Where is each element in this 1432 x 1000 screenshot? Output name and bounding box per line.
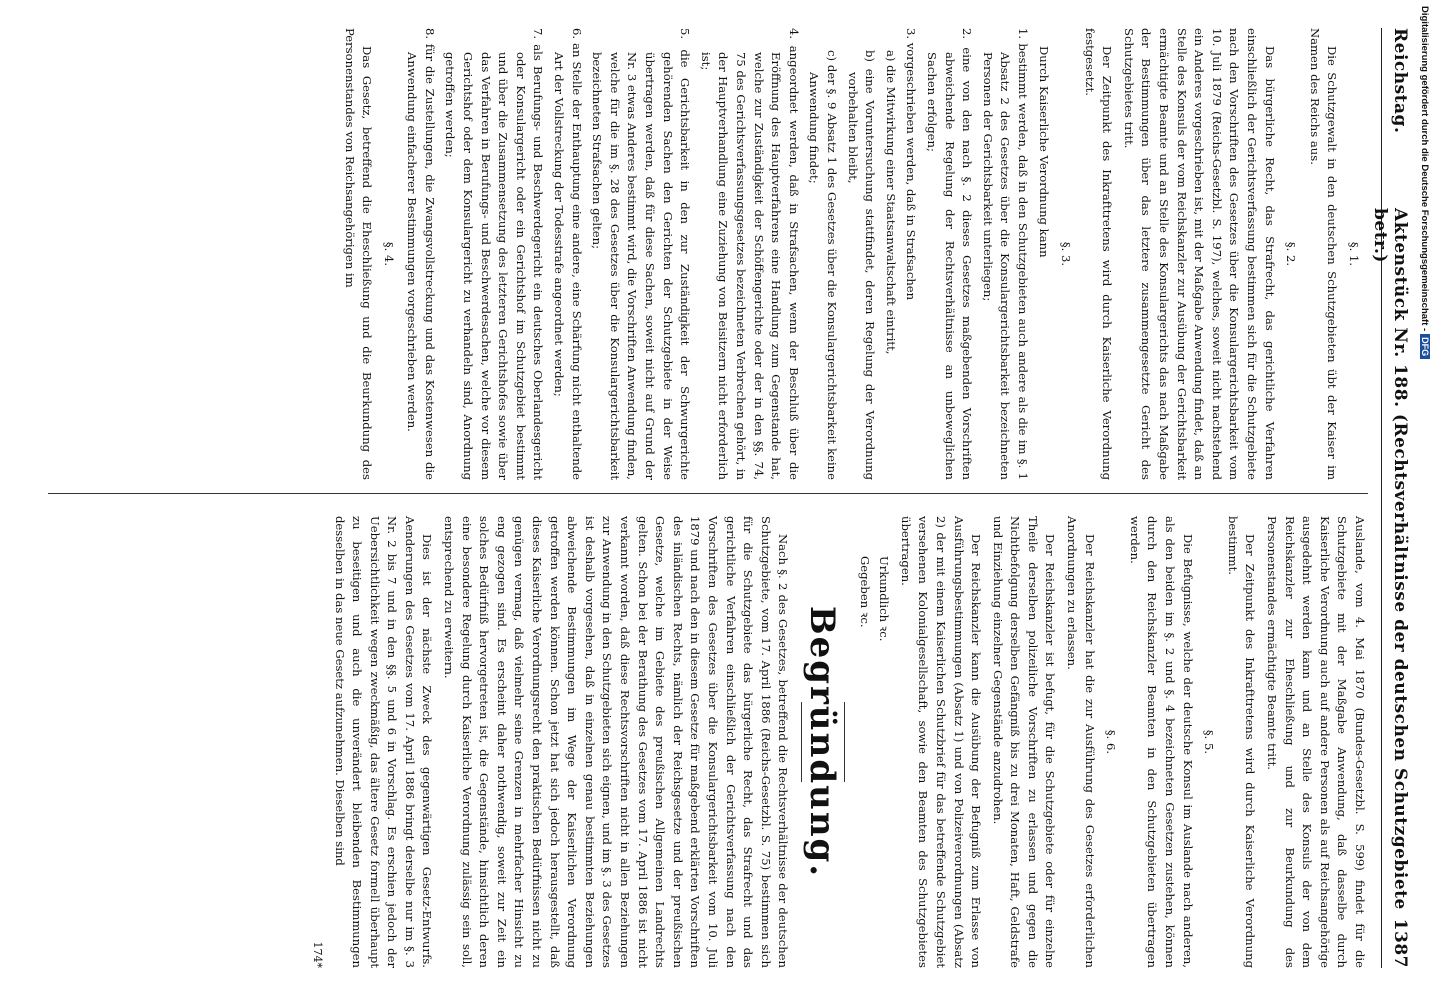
paragraph: Durch Kaiserliche Verordnung kann [1037, 46, 1052, 258]
paragraph: Auslande, vom 4. Mai 1870 (Bundes-Gesetzbl. S. 599) findet für die Schutzgebiete mit der Maßgabe Anwendung, daß dasselbe durch Kaiserliche Verordnung auch auf andere Personen als auf Reichsangehörige ausgedehnt werden kann und an Stelle des Konsuls der von dem Reichskanzler zur Eheschließung und zur Beurkundung des Personenstandes ermächtigte Beamte tritt. [1265, 516, 1367, 968]
page-header [1370, 28, 1416, 968]
paragraph: Das bürgerliche Recht, das Strafrecht, das gerichtliche Verfahren einschließlich der Gerichtsverfassung bestimmen sich für die Schutzgebiete nach den Vorschriften des Gesetzes über die Konsulargerichtsbarkeit vom 10. Juli 1879 (Reichs-Gesetzbl. S. 197), welches, soweit nicht nachstehend ein Anderes vorgeschrieben ist, mit der Maßgabe Anwendung findet, daß an Stelle des Konsuls der vom Reichskanzler zur Ausübung der Gerichtsbarkeit ermächtigte Beamte und an Stelle des Konsulargerichts das nach Maßgabe der Bestimmungen über das letztere zusammengesetzte Gericht des Schutzgebietes tritt. [1121, 28, 1277, 480]
dfg-logo: DFG [1420, 334, 1430, 359]
list-item: 7. als Berufungs- und Beschwerdegericht ein deutsches Oberlandesgericht oder Konsulargericht oder ein Gerichtshof im Schutzgebiet bestimmt und über die Zusammensetzung des letzteren Gerichtshofes sowie über das Verfahren in Berufungs- und Beschwerdesachen, welche vor diesem Gerichtshof oder dem Konsulargericht zu verhandeln sind, Anordnung getroffen werden; [443, 28, 546, 480]
begruendung-heading: Begründung. [801, 605, 842, 879]
list-item: 3. vorgeschrieben werden, daß in Strafsachen [904, 28, 919, 301]
page-number: 1387 [1390, 918, 1410, 968]
paragraph: Die Schutzgewalt in den deutschen Schutzgebieten übt der Kaiser im Namen des Reichs aus. [1307, 28, 1340, 480]
sub-list-item: a) die Mitwirkung einer Staatsanwaltschaft eintritt, [883, 50, 898, 355]
sub-list-item: c) der §. 9 Absatz 1 des Gesetzes über die Konsulargerichtsbarkeit keine Anwendung findet; [807, 50, 839, 480]
column-divider [48, 493, 1368, 494]
funding-note [1419, 6, 1430, 996]
section-heading: §. 3. [1059, 241, 1074, 267]
page-signature: 174* [310, 941, 324, 968]
list-item: 4. angeordnet werden, daß in Strafsachen, wenn der Beschluß über die Eröffnung des Hauptverfahrens eine Handlung zum Gegenstande hat, welche zur Zuständigkeit der Schöffengerichte oder der in den §§. 74, 75 des Gerichtsverfassungsgesetzes bezeichneten Verbrechen gehört, in der Hauptverhandlung eine Zuziehung von Beisitzern nicht erforderlich ist; [698, 28, 801, 480]
paragraph: Der Zeitpunkt des Inkrafttretens wird durch Kaiserliche Verordnung bestimmt. [1225, 516, 1258, 968]
sub-list-item: b) eine Voruntersuchung stattfindet, deren Regelung der Verordnung vorbehalten bleibt, [845, 50, 878, 480]
document-body [16, 8, 1416, 988]
paragraph: Der Reichskanzler kann die Ausübung der Befugniß zum Erlasse von Ausführungsbestimmungen (Absatz 1) und von Polizeiverordnungen (Absatz 2) der mit einem Kaiserlichen Schutzbrief für das betreffende Schutzgebiet versehenen Kolonialgesellschaft, sowie den Beamten des Schutzgebietes übertragen. [898, 516, 984, 968]
paragraph: Der Zeitpunkt des Inkrafttretens wird durch Kaiserliche Verordnung festgesetzt. [1082, 28, 1115, 480]
section-heading: §. 2. [1284, 241, 1299, 267]
left-column [336, 28, 1368, 480]
section-heading: §. 1. [1347, 241, 1361, 267]
paragraph: Der Reichskanzler hat die zur Ausführung des Gesetzes erforderlichen Anordnungen zu erlassen. [1065, 516, 1097, 968]
list-item: 1. bestimmt werden, daß in den Schutzgebieten auch andere als die im §. 1 Absatz 2 des Gesetzes über die Konsulargerichtsbarkeit bezeichneten Personen der Gerichtsbarkeit unterliegen; [980, 28, 1030, 480]
section-heading: §. 6. [1104, 729, 1119, 755]
section-heading: §. 5. [1202, 729, 1217, 755]
header-title: Aktenstück Nr. 188. (Rechtsverhältnisse der deutschen Schutzgebiete betr.) [1370, 208, 1410, 910]
separator-rule [844, 702, 845, 782]
paragraph: Nach §. 2 des Gesetzes, betreffend die Rechtsverhältnisse der deutschen Schutzgebiete, vom 17. April 1886 (Reichs-Gesetzbl. S. 75) bestimmen sich für die Schutzgebiete das bürgerliche Recht, das Strafrecht und das gerichtliche Verfahren einschließlich der Gerichtsverfassung nach den Vorschriften des Gesetzes über die Konsulargerichtsbarkeit vom 10. Juli 1879 und nach den in diesem Gesetze für maßgebend erklärten Vorschriften des inländischen Rechts, nämlich der Reichsgesetze und der preußischen Gesetze, welche im Gebiete des preußischen Allgemeinen Landrechts gelten. Schon bei der Berathung des Gesetzes vom 17. April 1886 ist nicht verkannt worden, daß diese Rechtsvorschriften nicht in allen Beziehungen zur Anwendung in den Schutzgebieten sich eignen, und im §. 3 des Gesetzes ist deshalb vorgesehen, daß in einzelnen genau bestimmten Beziehungen abweichende Bestimmungen im Wege der Kaiserlichen Verordnung getroffen werden können. Schon jetzt hat sich jedoch herausgestellt, daß dieses Kaiserliche Verordnungsrecht den praktischen Bedürfnissen nicht zu genügen vermag, daß vielmehr seine Grenzen in mehrfacher Hinsicht zu eng gezogen sind. Es erscheint daher nothwendig, soweit zur Zeit ein solches Bedürfniß hervorgetreten ist, die Gegenstände, hinsichtlich deren eine besondere Regelung durch Kaiserliche Verordnung zulässig sein soll, entsprechend zu erweitern. [442, 516, 791, 968]
list-item: 6. an Stelle der Enthauptung eine andere, eine Schärfung nicht enthaltende Art der Vollstreckung der Todesstrafe angeordnet werden; [552, 28, 584, 480]
closing-line: Gegeben ꝛc. [857, 556, 872, 628]
paragraph: Das Gesetz, betreffend die Eheschließung und die Beurkundung des Personenstandes von Reichsangehörigen im [342, 28, 375, 480]
right-column [297, 516, 1368, 968]
funding-note-bar [1416, 0, 1432, 1000]
paragraph: Der Reichskanzler ist befugt, für die Schutzgebiete oder für einzelne Theile derselben polizeiliche Vorschriften zu erlassen und gegen die Nichtbefolgung derselben Gefängniß bis zu drei Monaten, Haft, Geldstrafe und Einziehung einzelner Gegenstände anzudrohen. [990, 516, 1058, 968]
section-heading: §. 4. [381, 241, 396, 267]
funding-note-text: Digitalisierung gefördert durch die Deutsche Forschungsgemeinschaft - [1419, 6, 1430, 332]
closing-line: Urkundlich ꝛc. [877, 556, 892, 642]
list-item: 2. eine von den nach §. 2 dieses Gesetzes maßgebenden Vorschriften abweichende Regelung der Rechtsverhältnisse an unbeweglichen Sachen erfolgen; [924, 28, 975, 480]
header-left: Reichstag. [1390, 28, 1410, 134]
paragraph: Dies ist der nächste Zweck des gegenwärtigen Gesetz-Entwurfs. Aenderungen des Gesetzes vom 17. April 1886 bringt derselbe nur im §. 3 Nr. 2 bis 7 und in den §§. 5 und 6 in Vorschlag. Es erschien jedoch der Uebersichtlichkeit wegen zweckmäßig, das ältere Gesetz formell überhaupt zu beseitigen und auch die unverändert bleibenden Bestimmungen desselben in das neue Gesetz aufzunehmen. Dieselben sind [332, 516, 435, 968]
list-item: 5. die Gerichtsbarkeit in den zur Zuständigkeit der Schwurgerichte gehörenden Sachen den Gerichten der Schutzgebiete in der Weise übertragen werden, daß für diese Sachen, soweit nicht auf Grund der Nr. 3 etwas Anderes bestimmt wird, die Vorschriften Anwendung finden, welche für die im §. 28 des Gesetzes über die Konsulargerichtsbarkeit bezeichneten Strafsachen gelten; [590, 28, 693, 480]
list-item: 8. für die Zustellungen, die Zwangsvollstreckung und das Kostenwesen die Anwendung einfacherer Bestimmungen vorgeschrieben werden. [405, 28, 437, 480]
paragraph: Die Befugnisse, welche der deutsche Konsul im Auslande nach anderen, als den beiden im §. 2 und §. 4 bezeichneten Gesetzen zustehen, können durch den Reichskanzler Beamten in den Schutzgebieten übertragen werden. [1127, 516, 1195, 968]
